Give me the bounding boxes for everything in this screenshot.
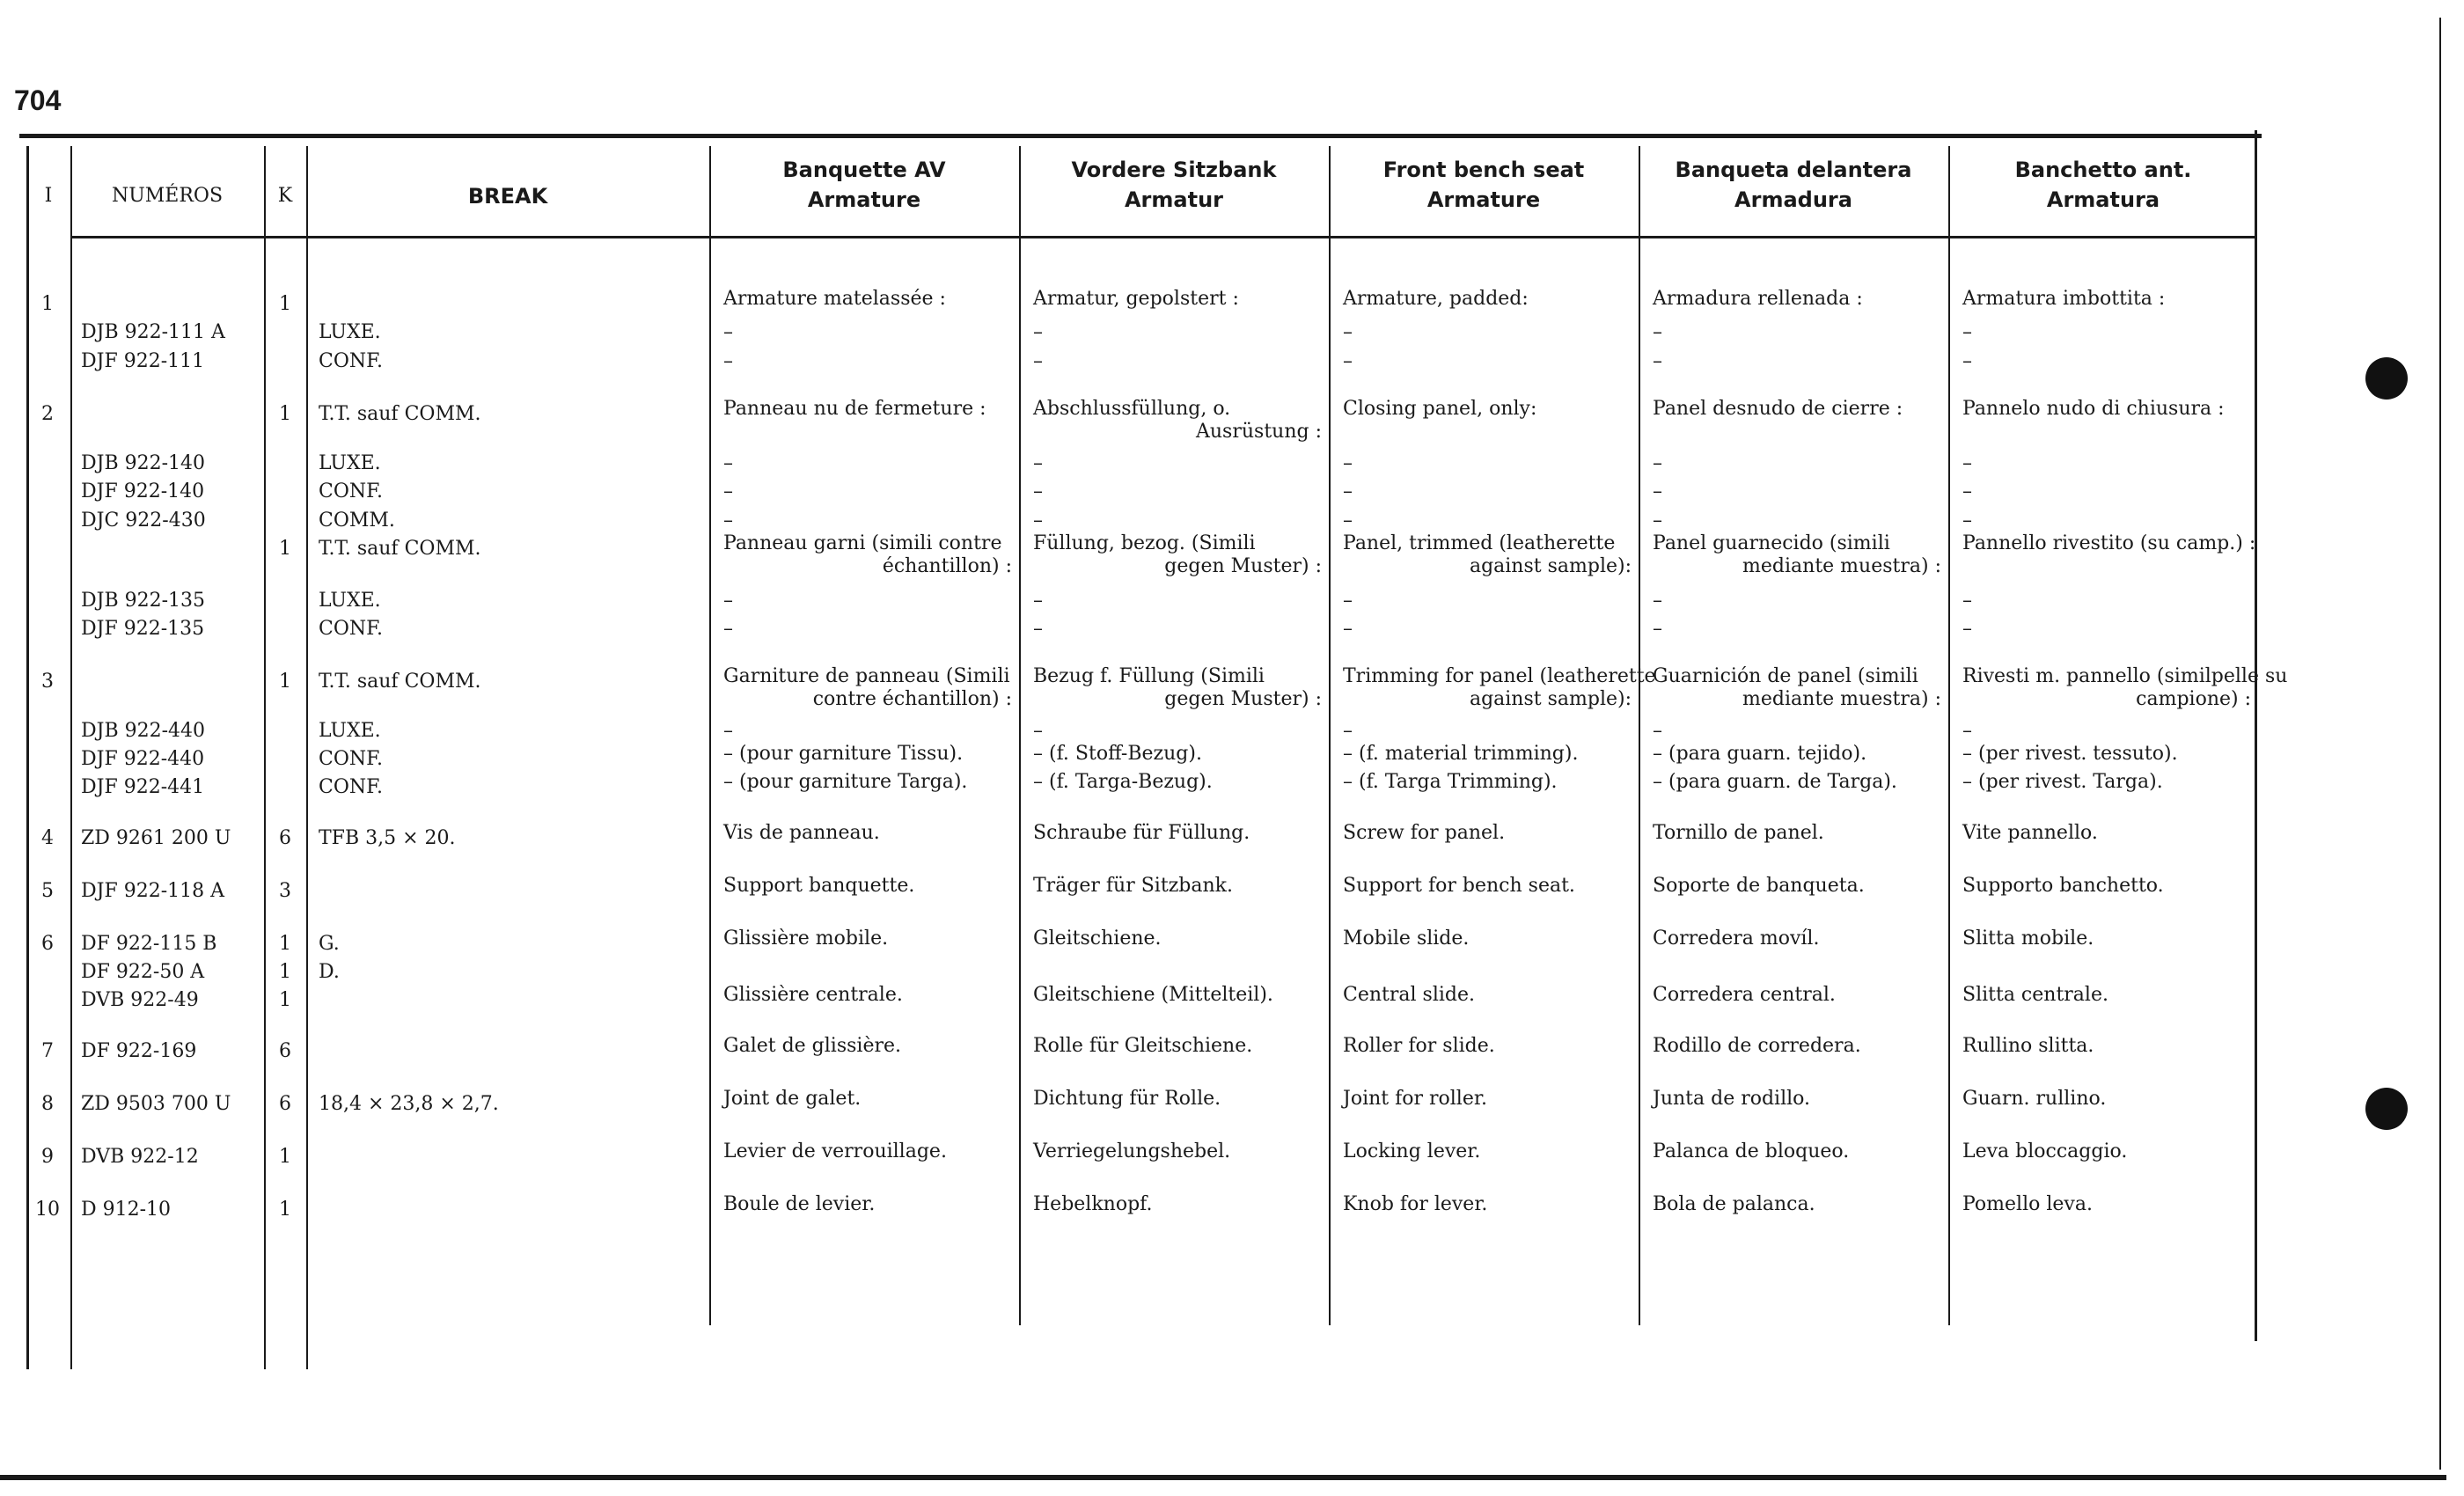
desc-en: – (f. material trimming).: [1343, 743, 1579, 765]
break-variant: CONF.: [319, 480, 383, 502]
part-number: DJF 922-111: [81, 350, 205, 372]
part-number: DJB 922-440: [81, 720, 206, 742]
desc-de: –: [1033, 321, 1043, 343]
row-index: 8: [41, 1093, 54, 1115]
break-variant: COMM.: [319, 510, 395, 532]
desc-de: Schraube für Füllung.: [1033, 822, 1250, 844]
desc-es: –: [1653, 452, 1662, 474]
desc-en: –: [1343, 480, 1353, 502]
desc-es: –: [1653, 350, 1662, 372]
table-right-border: [2255, 130, 2257, 1341]
desc-es: –: [1653, 480, 1662, 502]
desc-es: Panel desnudo de cierre :: [1653, 398, 1903, 420]
desc-de: – (f. Stoff-Bezug).: [1033, 743, 1202, 765]
desc-de: Gleitschiene.: [1033, 928, 1162, 950]
desc-en: –: [1343, 452, 1353, 474]
desc-en: –: [1343, 618, 1353, 640]
desc-en: Central slide.: [1343, 984, 1475, 1006]
binder-hole-bottom: [2365, 1088, 2408, 1130]
desc-es: Corredera central.: [1653, 984, 1836, 1006]
part-number: DJF 922-140: [81, 480, 205, 502]
desc-it: –: [1962, 510, 1972, 532]
desc-fr: Panneau garni (simili contre: [723, 532, 1002, 554]
column-divider: [264, 146, 266, 1369]
part-number: DJF 922-118 A: [81, 880, 225, 902]
desc-de: Armatur, gepolstert :: [1033, 288, 1239, 310]
desc-en: Locking lever.: [1343, 1140, 1481, 1162]
desc-en: Roller for slide.: [1343, 1035, 1495, 1057]
desc-es: Junta de rodillo.: [1653, 1088, 1811, 1110]
desc-es: Armadura rellenada :: [1653, 288, 1863, 310]
desc-fr: Levier de verrouillage.: [723, 1140, 947, 1162]
desc-fr: Boule de levier.: [723, 1193, 876, 1215]
desc-es: Rodillo de corredera.: [1653, 1035, 1861, 1057]
desc-fr-cont: échantillon) :: [882, 555, 1012, 577]
column-divider: [1019, 146, 1021, 1325]
part-number: DVB 922-49: [81, 989, 199, 1011]
desc-de-cont: gegen Muster) :: [1164, 688, 1322, 710]
desc-de: – (f. Targa-Bezug).: [1033, 771, 1213, 793]
desc-fr: Panneau nu de fermeture :: [723, 398, 986, 420]
desc-fr-cont: contre échantillon) :: [812, 688, 1012, 710]
desc-it: Rivesti m. pannello (similpelle su: [1962, 665, 2288, 687]
part-number: DJF 922-135: [81, 618, 205, 640]
desc-en: Screw for panel.: [1343, 822, 1506, 844]
desc-es: –: [1653, 590, 1662, 612]
row-index: 4: [41, 827, 54, 849]
break-variant: T.T. sauf COMM.: [319, 538, 481, 560]
column-divider: [1329, 146, 1331, 1325]
quantity: 1: [279, 671, 291, 693]
desc-it: Vite pannello.: [1962, 822, 2098, 844]
desc-de: Gleitschiene (Mittelteil).: [1033, 984, 1273, 1006]
break-variant: CONF.: [319, 350, 383, 372]
desc-en: –: [1343, 590, 1353, 612]
header-french: Banquette AV Armature: [782, 158, 946, 212]
desc-de: Abschlussfüllung, o.: [1033, 398, 1231, 420]
desc-fr: –: [723, 590, 733, 612]
quantity: 1: [279, 1199, 291, 1221]
desc-en-cont: against sample):: [1469, 688, 1632, 710]
desc-es: Bola de palanca.: [1653, 1193, 1815, 1215]
break-variant: 18,4 × 23,8 × 2,7.: [319, 1093, 499, 1115]
desc-it: Rullino slitta.: [1962, 1035, 2094, 1057]
page-number: 704: [14, 84, 62, 116]
desc-fr: Vis de panneau.: [723, 822, 880, 844]
row-index: 6: [41, 933, 54, 955]
column-divider: [1948, 146, 1950, 1325]
part-number: DF 922-115 B: [81, 933, 217, 955]
break-variant: LUXE.: [319, 590, 381, 612]
desc-de: –: [1033, 720, 1043, 742]
desc-it: – (per rivest. Targa).: [1962, 771, 2163, 793]
desc-it: –: [1962, 618, 1972, 640]
column-divider: [70, 146, 72, 1369]
row-index: 5: [41, 880, 54, 902]
desc-en: Mobile slide.: [1343, 928, 1470, 950]
desc-de: Dichtung für Rolle.: [1033, 1088, 1221, 1110]
quantity: 6: [279, 1040, 291, 1062]
part-number: DF 922-169: [81, 1040, 197, 1062]
desc-fr: –: [723, 510, 733, 532]
part-number: DJB 922-135: [81, 590, 206, 612]
desc-en: Knob for lever.: [1343, 1193, 1488, 1215]
part-number: DJB 922-111 A: [81, 321, 225, 343]
desc-es: –: [1653, 321, 1662, 343]
header-spanish: Banqueta delantera Armadura: [1675, 158, 1912, 212]
header-break: BREAK: [467, 184, 548, 209]
break-variant: CONF.: [319, 748, 383, 770]
desc-es: Palanca de bloqueo.: [1653, 1140, 1850, 1162]
desc-fr: Support banquette.: [723, 875, 915, 897]
header-italian: Banchetto ant. Armatura: [2014, 158, 2192, 212]
desc-en: Support for bench seat.: [1343, 875, 1575, 897]
desc-de: Bezug f. Füllung (Simili: [1033, 665, 1265, 687]
column-divider: [1639, 146, 1640, 1325]
desc-fr: –: [723, 321, 733, 343]
row-index: 2: [41, 403, 54, 425]
desc-fr: –: [723, 618, 733, 640]
quantity: 1: [279, 989, 291, 1011]
desc-de: Verriegelungshebel.: [1033, 1140, 1231, 1162]
desc-de: –: [1033, 452, 1043, 474]
quantity: 1: [279, 933, 291, 955]
header-index: I: [44, 185, 53, 207]
table-left-border: [26, 146, 29, 1369]
row-index: 9: [41, 1146, 54, 1168]
desc-fr: – (pour garniture Tissu).: [723, 743, 964, 765]
desc-it: –: [1962, 480, 1972, 502]
desc-fr: Galet de glissière.: [723, 1035, 901, 1057]
page-bottom-rule: [0, 1475, 2446, 1480]
part-number: DJF 922-441: [81, 776, 205, 798]
desc-de: Rolle für Gleitschiene.: [1033, 1035, 1253, 1057]
quantity: 1: [279, 1146, 291, 1168]
desc-de: –: [1033, 618, 1043, 640]
quantity: 1: [279, 403, 291, 425]
desc-de: –: [1033, 590, 1043, 612]
page-edge-line: [2439, 18, 2441, 1470]
quantity: 1: [279, 538, 291, 560]
desc-es: –: [1653, 720, 1662, 742]
desc-it: Slitta centrale.: [1962, 984, 2108, 1006]
desc-es: – (para guarn. tejido).: [1653, 743, 1867, 765]
header-k: K: [277, 185, 293, 207]
part-number: ZD 9503 700 U: [81, 1093, 231, 1115]
desc-en: – (f. Targa Trimming).: [1343, 771, 1558, 793]
desc-de: Füllung, bezog. (Simili: [1033, 532, 1256, 554]
desc-de: –: [1033, 480, 1043, 502]
desc-it: Leva bloccaggio.: [1962, 1140, 2128, 1162]
quantity: 1: [279, 293, 291, 315]
desc-fr: Garniture de panneau (Simili: [723, 665, 1010, 687]
header-english: Front bench seat Armature: [1382, 158, 1585, 212]
break-variant: T.T. sauf COMM.: [319, 403, 481, 425]
desc-it: – (per rivest. tessuto).: [1962, 743, 2178, 765]
break-variant: D.: [319, 961, 340, 983]
desc-de: Hebelknopf.: [1033, 1193, 1153, 1215]
desc-it: –: [1962, 452, 1972, 474]
desc-fr: Glissière mobile.: [723, 928, 889, 950]
desc-en: Armature, padded:: [1343, 288, 1529, 310]
desc-fr: –: [723, 452, 733, 474]
desc-en-cont: against sample):: [1469, 555, 1632, 577]
break-variant: LUXE.: [319, 452, 381, 474]
desc-es: Corredera movíl.: [1653, 928, 1820, 950]
desc-it: –: [1962, 350, 1972, 372]
break-variant: T.T. sauf COMM.: [319, 671, 481, 693]
desc-en: Trimming for panel (leatherette: [1343, 665, 1656, 687]
desc-de: –: [1033, 350, 1043, 372]
desc-en: –: [1343, 720, 1353, 742]
desc-fr: Armature matelassée :: [723, 288, 946, 310]
desc-es-cont: mediante muestra) :: [1742, 555, 1941, 577]
desc-it: Armatura imbottita :: [1962, 288, 2166, 310]
part-number: DF 922-50 A: [81, 961, 205, 983]
break-variant: CONF.: [319, 618, 383, 640]
desc-es-cont: mediante muestra) :: [1742, 688, 1941, 710]
desc-it: –: [1962, 720, 1972, 742]
column-divider: [306, 146, 308, 1369]
desc-es: –: [1653, 618, 1662, 640]
break-variant: LUXE.: [319, 720, 381, 742]
desc-it: Slitta mobile.: [1962, 928, 2094, 950]
desc-fr: –: [723, 480, 733, 502]
column-divider: [709, 146, 711, 1325]
break-variant: TFB 3,5 × 20.: [319, 827, 456, 849]
desc-es: –: [1653, 510, 1662, 532]
break-variant: CONF.: [319, 776, 383, 798]
desc-it: Pannelo nudo di chiusura :: [1962, 398, 2225, 420]
header-rule: [70, 236, 2256, 238]
desc-de-cont: Ausrüstung :: [1196, 421, 1322, 443]
desc-es: – (para guarn. de Targa).: [1653, 771, 1897, 793]
desc-en: –: [1343, 510, 1353, 532]
desc-it: –: [1962, 321, 1972, 343]
desc-fr: Joint de galet.: [723, 1088, 862, 1110]
desc-es: Guarnición de panel (simili: [1653, 665, 1918, 687]
binder-hole-top: [2365, 357, 2408, 400]
break-variant: G.: [319, 933, 340, 955]
row-index: 3: [41, 671, 54, 693]
desc-fr: Glissière centrale.: [723, 984, 903, 1006]
desc-fr: –: [723, 350, 733, 372]
header-german: Vordere Sitzbank Armatur: [1071, 158, 1277, 212]
desc-en: Panel, trimmed (leatherette: [1343, 532, 1616, 554]
quantity: 6: [279, 827, 291, 849]
desc-de-cont: gegen Muster) :: [1164, 555, 1322, 577]
part-number: D 912-10: [81, 1199, 172, 1221]
desc-it: Pannello rivestito (su camp.) :: [1962, 532, 2256, 554]
part-number: DJB 922-140: [81, 452, 206, 474]
part-number: DJF 922-440: [81, 748, 205, 770]
part-number: DJC 922-430: [81, 510, 206, 532]
desc-it: –: [1962, 590, 1972, 612]
desc-en: –: [1343, 350, 1353, 372]
desc-es: Tornillo de panel.: [1653, 822, 1824, 844]
desc-de: Träger für Sitzbank.: [1033, 875, 1233, 897]
quantity: 6: [279, 1093, 291, 1115]
quantity: 1: [279, 961, 291, 983]
desc-de: –: [1033, 510, 1043, 532]
desc-es: Panel guarnecido (simili: [1653, 532, 1890, 554]
row-index: 10: [35, 1199, 60, 1221]
desc-en: –: [1343, 321, 1353, 343]
desc-it: Supporto banchetto.: [1962, 875, 2164, 897]
row-index: 1: [41, 293, 54, 315]
desc-en: Joint for roller.: [1343, 1088, 1487, 1110]
desc-it-cont: campione) :: [2136, 688, 2251, 710]
quantity: 3: [279, 880, 291, 902]
desc-it: Guarn. rullino.: [1962, 1088, 2107, 1110]
table-top-border: [19, 134, 2262, 138]
desc-it: Pomello leva.: [1962, 1193, 2093, 1215]
desc-fr: –: [723, 720, 733, 742]
part-number: ZD 9261 200 U: [81, 827, 231, 849]
desc-fr: – (pour garniture Targa).: [723, 771, 968, 793]
desc-es: Soporte de banqueta.: [1653, 875, 1865, 897]
part-number: DVB 922-12: [81, 1146, 199, 1168]
break-variant: LUXE.: [319, 321, 381, 343]
header-numeros: NUMÉROS: [111, 185, 224, 207]
desc-en: Closing panel, only:: [1343, 398, 1537, 420]
row-index: 7: [41, 1040, 54, 1062]
